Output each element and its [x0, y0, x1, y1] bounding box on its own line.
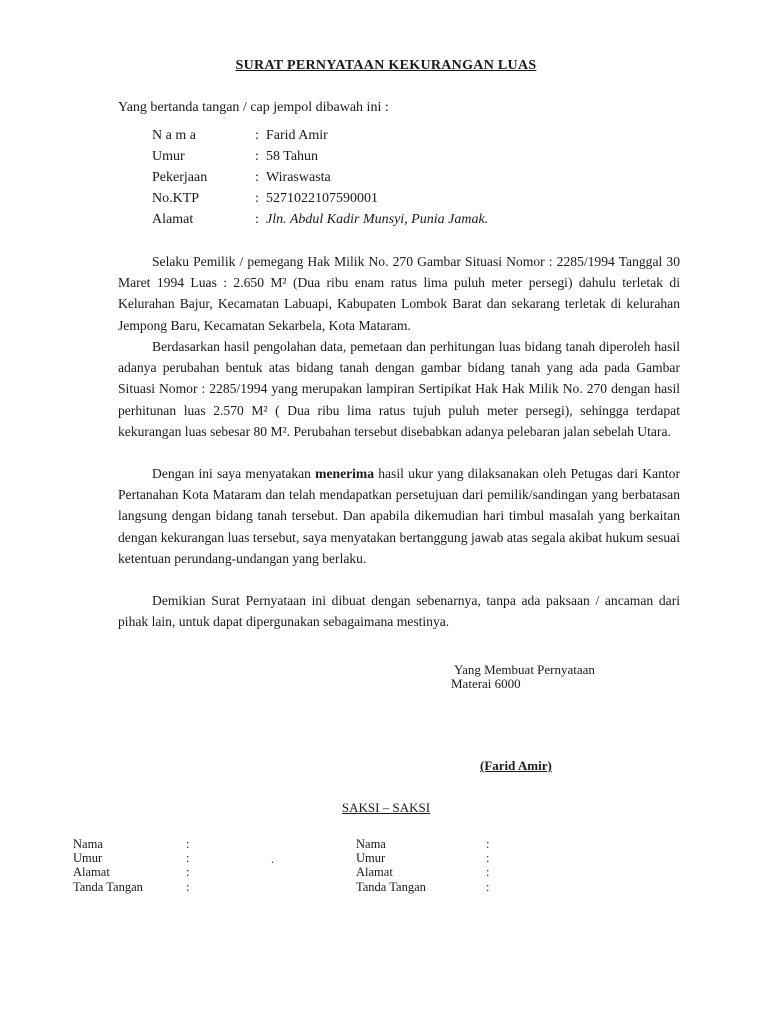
witness-label: Alamat [73, 865, 110, 879]
witness-label: Alamat [356, 865, 393, 879]
paragraph-ownership: Selaku Pemilik / pemegang Hak Milik No. 270 Gambar Situasi Nomor : 2285/1994 Tanggal 30 Maret 1994 Luas : 2.650 M² (Dua ribu enam ratus lima puluh meter persegi) dahulu terletak di Kelurahan Bajur, Kecamatan Labuapi, Kabupaten Lombok Barat dan sekarang terletak di kelurahan Jempong Baru, Kecamatan Sekarbela, Kota Mataram. [118, 254, 680, 333]
identity-colon: : [255, 212, 259, 227]
witness-label: Umur [356, 851, 386, 865]
acceptance-text-before: Dengan ini saya menyatakan [152, 466, 316, 481]
identity-value: Jln. Abdul Kadir Munsyi, Punia Jamak. [266, 212, 489, 227]
witness-colon: : [486, 880, 490, 894]
identity-label: Umur [152, 149, 185, 164]
witness-colon: : [186, 837, 190, 851]
paragraph-measurement: Berdasarkan hasil pengolahan data, pemetaan dan perhitungan luas bidang tanah diperoleh hasil adanya perubahan bentuk atas bidang tanah dengan gambar bidang tanah yang ada pada Gambar Situasi Nomor : 2285/1994 yang merupakan lampiran Sertipikat Hak Hak Milik No. 270 dengan hasil perhitunan luas 2.570 M² ( Dua ribu lima ratus tujuh puluh meter persegi), sehingga terdapat kekurangan luas sebesar 80 M². Perubahan tersebut disebabkan adanya pelebaran jalan sebelah Utara. [118, 339, 680, 439]
letter-title: SURAT PERNYATAAN KEKURANGAN LUAS [235, 58, 537, 73]
identity-value: 58 Tahun [266, 149, 319, 164]
identity-label: No.KTP [152, 191, 200, 206]
witness-label: Tanda Tangan [73, 880, 143, 894]
witness-colon: : [186, 851, 190, 865]
witness-colon: : [186, 865, 190, 879]
witness-colon: : [186, 880, 190, 894]
identity-colon: : [255, 191, 259, 206]
acceptance-keyword: menerima [315, 466, 375, 481]
identity-colon: : [255, 128, 259, 143]
identity-label: Pekerjaan [152, 170, 208, 185]
acceptance-text-after: hasil ukur yang dilaksanakan oleh Petugas dari Kantor Pertanahan Kota Mataram dan telah mendapatkan persetujuan dari pemilik/sandingan yang berbatasan langsung dengan bidang tanah tersebut. Dan apabila dikemudian hari timbul masalah yang berkaitan dengan kekurangan luas tersebut, saya menyatakan bertanggung jawab atas segala akibat hukum sesuai ketentuan perundang-undangan yang berlaku. [118, 466, 680, 566]
witness-label: Umur [73, 851, 103, 865]
witness-colon: : [486, 837, 490, 851]
intro-line: Yang bertanda tangan / cap jempol dibawah ini : [118, 100, 389, 115]
identity-colon: : [255, 170, 259, 185]
identity-label: N a m a [152, 128, 196, 143]
witness-label: Tanda Tangan [356, 880, 426, 894]
identity-value: Wiraswasta [266, 170, 331, 185]
stray-dot: . [271, 852, 274, 866]
identity-label: Alamat [152, 212, 194, 227]
witness-colon: : [486, 851, 490, 865]
paragraph-closing: Demikian Surat Pernyataan ini dibuat dengan sebenarnya, tanpa ada paksaan / ancaman dari pihak lain, untuk dapat dipergunakan sebagaimana mestinya. [118, 593, 680, 630]
witness-label: Nama [356, 837, 386, 851]
witnesses-title: SAKSI – SAKSI [341, 800, 431, 815]
stamp-duty-note: Materai 6000 [451, 676, 521, 691]
witness-colon: : [486, 865, 490, 879]
witness-label: Nama [73, 837, 103, 851]
identity-value: Farid Amir [266, 128, 328, 143]
identity-value: 5271022107590001 [266, 191, 378, 206]
identity-colon: : [255, 149, 259, 164]
signature-caption: Yang Membuat Pernyataan [454, 662, 595, 677]
paragraph-acceptance [118, 463, 680, 569]
signer-name: (Farid Amir) [480, 758, 552, 773]
